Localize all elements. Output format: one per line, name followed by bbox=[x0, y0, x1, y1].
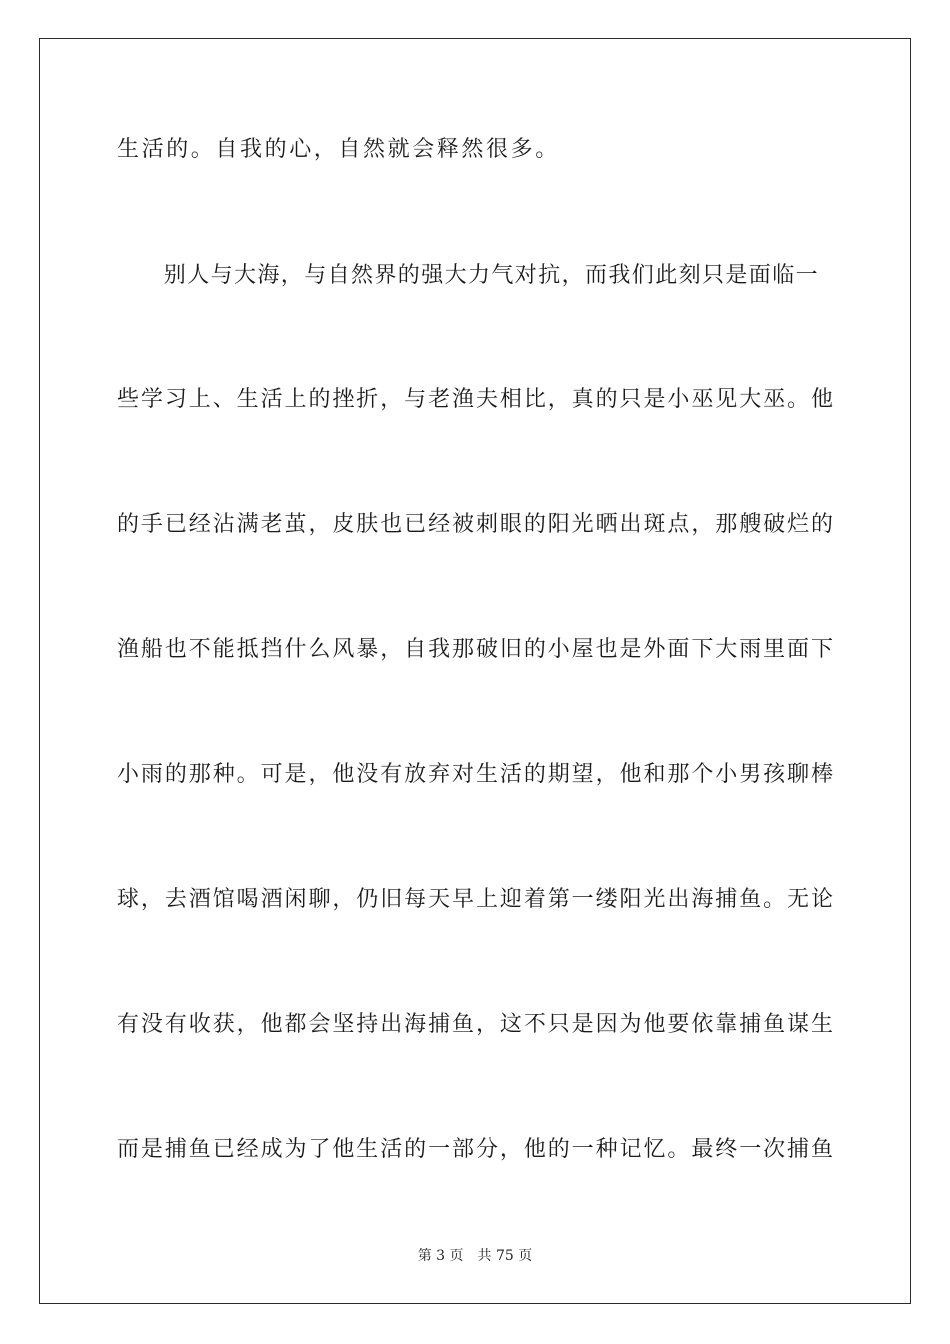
page-footer bbox=[0, 1247, 950, 1265]
paragraph-line-2: 别人与大海，与自然界的强大力气对抗，而我们此刻只是面临一 bbox=[117, 263, 820, 288]
paragraph-line-6: 小雨的那种。可是，他没有放弃对生活的期望，他和那个小男孩聊棒 bbox=[117, 762, 833, 787]
paragraph-line-7: 球，去酒馆喝酒闲聊，仍旧每天早上迎着第一缕阳光出海捕鱼。无论 bbox=[117, 887, 833, 912]
paragraph-line-8: 有没有收获，他都会坚持出海捕鱼，这不只是因为他要依靠捕鱼谋生 bbox=[117, 1012, 833, 1037]
paragraph-line-1: 生活的。自我的心，自然就会释然很多。 bbox=[117, 137, 560, 162]
paragraph-line-9: 而是捕鱼已经成为了他生活的一部分，他的一种记忆。最终一次捕鱼 bbox=[117, 1137, 833, 1162]
page-number: 第 3 页 bbox=[417, 1248, 464, 1264]
paragraph-line-4: 的手已经沾满老茧，皮肤也已经被刺眼的阳光晒出斑点，那艘破烂的 bbox=[117, 512, 833, 537]
page-border bbox=[39, 38, 911, 1304]
paragraph-line-5: 渔船也不能抵挡什么风暴，自我那破旧的小屋也是外面下大雨里面下 bbox=[117, 637, 833, 662]
paragraph-line-3: 些学习上、生活上的挫折，与老渔夫相比，真的只是小巫见大巫。他 bbox=[117, 387, 833, 412]
page-total: 共 75 页 bbox=[477, 1248, 533, 1264]
